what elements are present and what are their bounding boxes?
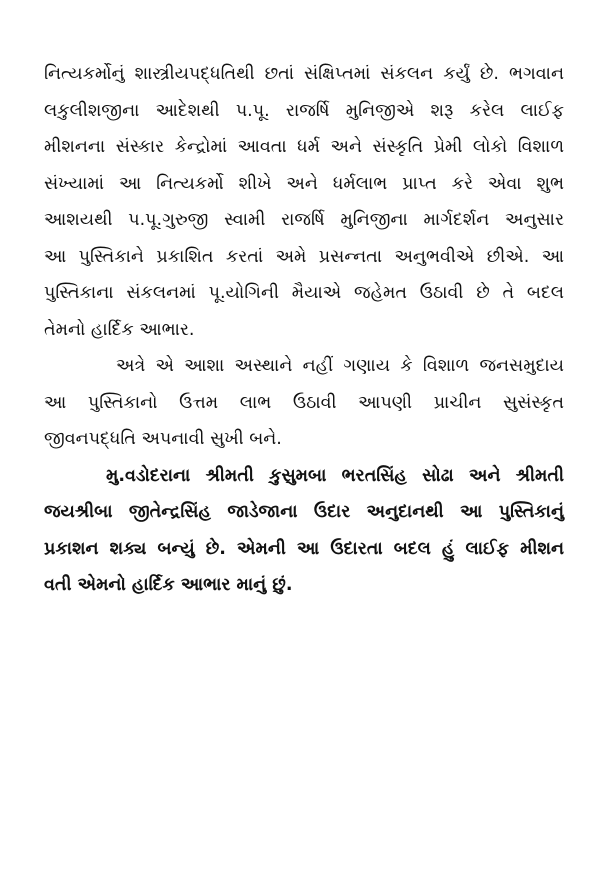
text-line: આ પુસ્તિકાનો ઉત્તમ લાભ ઉઠાવી આપણી પ્રાચીન સુસંસ્કૃત [44,392,564,413]
paragraph-acknowledgement [44,458,564,604]
paragraph-intro [44,56,564,348]
text-line: જયશ્રીબા જીતેન્દ્રસિંહ જાડેજાના ઉદાર અનુદાનથી આ પુસ્તિકાનું [44,502,564,522]
text-line: લકુલીશજીના આદેશથી પ.પૂ. રાજર્ષિ મુનિજીએ શરૂ કરેલ લાઈફ [44,100,564,121]
text-line: સંખ્યામાં આ નિત્યકર્મો શીખે અને ધર્મલાભ પ્રાપ્ત કરે એવા શુભ [44,173,564,194]
text-line: મીશનના સંસ્કાર કેન્દ્રોમાં આવતા ધર્મ અને સંસ્કૃતિ પ્રેમી લોકો વિશાળ [44,137,564,157]
text-line: અત્રે એ આશા અસ્થાને નહીં ગણાય કે વિશાળ જનસમુદાય [116,356,564,376]
text-line: નિત્યકર્મોનું શાસ્ત્રીયપદ્ધતિથી છતાં સંક્ષિપ્તમાં સંકલન કર્યું છે. ભગવાન [44,64,564,84]
text-line: મુ.વડોદરાના શ્રીમતી કુસુમબા ભરતસિંહ સોઢા અને શ્રીમતી [106,465,564,486]
text-line: આશયથી પ.પૂ.ગુરુજી સ્વામી રાજર્ષિ મુનિજીના માર્ગદર્શન અનુસાર [44,210,564,230]
text-line: પ્રકાશન શક્ય બન્યું છે. એમની આ ઉદારતા બદલ હું લાઈફ મીશન [44,538,564,559]
text-line: વતી એમનો હાર્દિક આભાર માનું છું. [44,575,293,595]
text-line: જીવનપદ્ધતિ અપનાવી સુખી બને. [44,429,282,449]
text-line: પુસ્તિકાના સંકલનમાં પૂ.યોગિની મૈયાએ જહેમત ઉઠાવી છે તે બદલ [44,283,564,303]
paragraph-hope [44,348,564,458]
text-line: આ પુસ્તિકાને પ્રકાશિત કરતાં અમે પ્રસન્નતા અનુભવીએ છીએ. આ [44,246,564,267]
text-line: તેમનો હાર્દિક આભાર. [44,319,195,340]
